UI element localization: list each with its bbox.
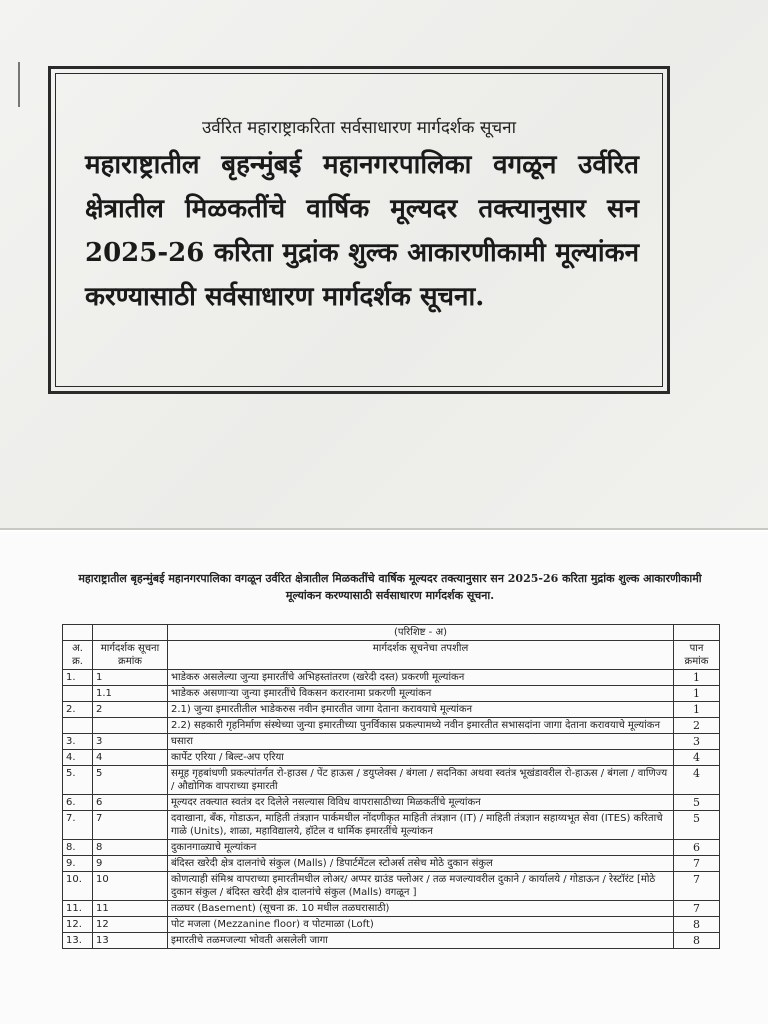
row-detail: इमारतीचे तळमजल्या भोवती असलेली जागा xyxy=(168,933,674,949)
row-detail: 2.2) सहकारी गृहनिर्माण संस्थेच्या जुन्या इमारतीच्या पुनर्विकास प्रकल्पामध्ये नवीन इमारतीत सभासदांना जागा देताना करावयाचे मूल्यांकन xyxy=(168,718,674,734)
row-page: 5 xyxy=(674,811,720,840)
row-detail: भाडेकरु असलेल्या जुन्या इमारतींचे अभिहस्तांतरण (खरेदी दस्त) प्रकरणी मूल्यांकन xyxy=(168,670,674,686)
row-serial: 13. xyxy=(63,933,93,949)
row-page: 7 xyxy=(674,856,720,872)
row-page: 1 xyxy=(674,670,720,686)
row-page: 7 xyxy=(674,872,720,901)
row-detail: दुकानगाळ्याचे मूल्यांकन xyxy=(168,840,674,856)
column-header-guideline-no: मार्गदर्शक सूचना क्रमांक xyxy=(93,641,168,670)
column-header-page: पान क्रमांक xyxy=(674,641,720,670)
row-guideline-no: 7 xyxy=(93,811,168,840)
table-row xyxy=(63,718,720,734)
row-serial: 6. xyxy=(63,795,93,811)
row-detail: मूल्यदर तक्त्यात स्वतंत्र दर दिलेले नसल्यास विविध वापरासाठीच्या मिळकतींचे मूल्यांकन xyxy=(168,795,674,811)
scan-mark xyxy=(18,62,26,107)
row-detail: 2.1) जुन्या इमारतीतील भाडेकरुस नवीन इमारतीत जागा देताना करावयाचे मूल्यांकन xyxy=(168,702,674,718)
table-row xyxy=(63,702,720,718)
row-serial xyxy=(63,718,93,734)
row-guideline-no: 8 xyxy=(93,840,168,856)
table-row xyxy=(63,734,720,750)
table-row xyxy=(63,840,720,856)
row-detail: कोणत्याही संमिश्र वापराच्या इमारतीमधील लोअर/ अप्पर ग्राउंड फ्लोअर / तळ मजल्यावरील दुकाने / कार्यालये / गोडाऊन / रेस्टॉरंट [मोठे दुकान संकुल / बंदिस्त खरेदी क्षेत्र दालनांचे संकुल (Malls) वगळून ] xyxy=(168,872,674,901)
row-guideline-no: 9 xyxy=(93,856,168,872)
header-row xyxy=(63,641,720,670)
row-serial: 5. xyxy=(63,766,93,795)
row-serial: 4. xyxy=(63,750,93,766)
title-frame xyxy=(48,66,670,394)
row-guideline-no: 2 xyxy=(93,702,168,718)
row-guideline-no: 3 xyxy=(93,734,168,750)
table-row xyxy=(63,686,720,702)
row-page: 6 xyxy=(674,840,720,856)
row-page: 3 xyxy=(674,734,720,750)
row-guideline-no: 5 xyxy=(93,766,168,795)
table-row xyxy=(63,872,720,901)
row-page: 8 xyxy=(674,917,720,933)
row-guideline-no: 12 xyxy=(93,917,168,933)
row-page: 5 xyxy=(674,795,720,811)
row-guideline-no: 11 xyxy=(93,901,168,917)
table-row xyxy=(63,917,720,933)
row-guideline-no: 10 xyxy=(93,872,168,901)
row-detail: कार्पेट एरिया / बिल्ट-अप एरिया xyxy=(168,750,674,766)
table-row xyxy=(63,933,720,949)
row-page: 4 xyxy=(674,750,720,766)
row-serial: 1. xyxy=(63,670,93,686)
row-serial: 3. xyxy=(63,734,93,750)
column-header-serial: अ. क्र. xyxy=(63,641,93,670)
row-detail: समूह गृहबांधणी प्रकल्पांतर्गत रो-हाउस / पेंट हाऊस / डयुप्लेक्स / बंगला / सदनिका अथवा स्वतंत्र भूखंडावरील रो-हाऊस / बंगला / वाणिज्य / औद्योगिक वापराच्या इमारती xyxy=(168,766,674,795)
row-page: 1 xyxy=(674,702,720,718)
cover-title: महाराष्ट्रातील बृहन्मुंबई महानगरपालिका वगळून उर्वरित क्षेत्रातील मिळकतींचे वार्षिक मूल्यदर तक्त्यानुसार सन 2025-26 करिता मुद्रांक शुल्क आकारणीकामी मूल्यांकन करण्यासाठी सर्वसाधारण मार्गदर्शक सूचना. xyxy=(85,150,639,312)
row-guideline-no: 1 xyxy=(93,670,168,686)
table-row xyxy=(63,670,720,686)
row-guideline-no: 4 xyxy=(93,750,168,766)
row-serial: 9. xyxy=(63,856,93,872)
annex-row xyxy=(63,625,720,641)
row-detail: बंदिस्त खरेदी क्षेत्र दालनांचे संकुल (Malls) / डिपार्टमेंटल स्टोअर्स तसेच मोठे दुकान संकुल xyxy=(168,856,674,872)
page-divider xyxy=(0,528,768,530)
table-row xyxy=(63,856,720,872)
row-serial: 10. xyxy=(63,872,93,901)
row-page: 7 xyxy=(674,901,720,917)
row-detail: घसारा xyxy=(168,734,674,750)
document-heading: महाराष्ट्रातील बृहन्मुंबई महानगरपालिका वगळून उर्वरित क्षेत्रातील मिळकतींचे वार्षिक मूल्यदर तक्त्यानुसार सन 2025-26 करिता मुद्रांक शुल्क आकारणीकामी मूल्यांकन करण्यासाठी सर्वसाधारण मार्गदर्शक सूचना. xyxy=(78,572,702,602)
row-guideline-no: 13 xyxy=(93,933,168,949)
row-page: 1 xyxy=(674,686,720,702)
row-serial xyxy=(63,686,93,702)
row-detail: भाडेकरु असणाऱ्या जुन्या इमारतींचे विकसन करारनामा प्रकरणी मूल्यांकन xyxy=(168,686,674,702)
row-serial: 7. xyxy=(63,811,93,840)
row-guideline-no: 6 xyxy=(93,795,168,811)
row-page: 2 xyxy=(674,718,720,734)
row-serial: 11. xyxy=(63,901,93,917)
annex-label: (परिशिष्ट - अ) xyxy=(168,625,674,641)
table-row xyxy=(63,795,720,811)
row-serial: 2. xyxy=(63,702,93,718)
row-page: 4 xyxy=(674,766,720,795)
row-guideline-no xyxy=(93,718,168,734)
table-row xyxy=(63,901,720,917)
row-detail: दवाखाना, बँक, गोडाऊन, माहिती तंत्रज्ञान पार्कमधील नोंदणीकृत माहिती तंत्रज्ञान (IT) / माहिती तंत्रज्ञान सहाय्यभूत सेवा (ITES) करिताचे गाळे (Units), शाळा, महाविद्यालये, हॉटेल व धार्मिक इमारतींचे मूल्यांकन xyxy=(168,811,674,840)
table-row xyxy=(63,766,720,795)
row-serial: 8. xyxy=(63,840,93,856)
guideline-index-table xyxy=(62,624,720,949)
row-detail: तळघर (Basement) (सूचना क्र. 10 मधील तळघरासाठी) xyxy=(168,901,674,917)
cover-subtitle: उर्वरित महाराष्ट्राकरिता सर्वसाधारण मार्गदर्शक सूचना xyxy=(201,118,517,138)
row-page: 8 xyxy=(674,933,720,949)
row-detail: पोट मजला (Mezzanine floor) व पोटमाळा (Loft) xyxy=(168,917,674,933)
row-guideline-no: 1.1 xyxy=(93,686,168,702)
column-header-detail: मार्गदर्शक सूचनेचा तपशील xyxy=(168,641,674,670)
table-row xyxy=(63,750,720,766)
table-row xyxy=(63,811,720,840)
row-serial: 12. xyxy=(63,917,93,933)
